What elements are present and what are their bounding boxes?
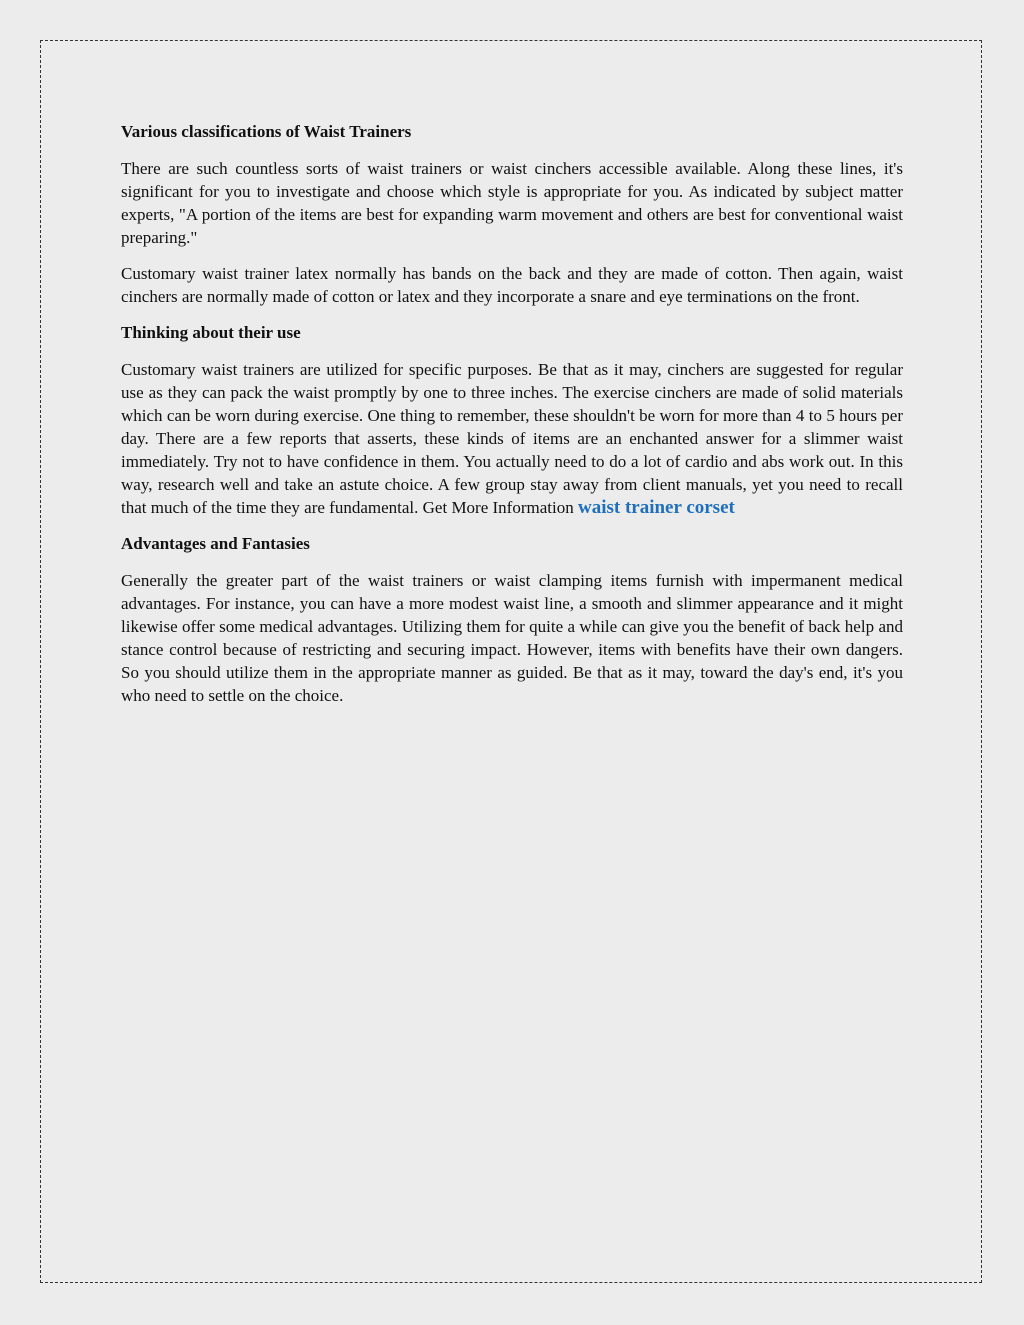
section-heading-classifications: Various classifications of Waist Trainers [121,122,412,141]
paragraph-use [121,358,903,519]
section-heading-advantages: Advantages and Fantasies [121,534,310,553]
paragraph-use-text: Customary waist trainers are utilized for specific purposes. Be that as it may, cinchers are suggested for regular use as they can pack the waist promptly by one to three inches. The exercise cinchers are made of solid materials which can be worn during exercise. One thing to remember, these shouldn't be worn for more than 4 to 5 hours per day. There are a few reports that asserts, these kinds of items are an enchanted answer for a slimmer waist immediately. Try not to have confidence in them. You actually need to do a lot of cardio and abs work out. In this way, research well and take an astute choice. A few group stay away from client manuals, yet you need to recall that much of the time they are fundamental. Get More Information [121,360,903,517]
paragraph-classifications-2: Customary waist trainer latex normally has bands on the back and they are made of cotton. Then again, waist cinchers are normally made of cotton or latex and they incorporate a snare and eye terminations on the front. [121,264,903,306]
document-body [121,120,903,720]
waist-trainer-corset-link[interactable]: waist trainer corset [577,497,735,518]
section-heading-use: Thinking about their use [121,323,301,342]
paragraph-advantages: Generally the greater part of the waist trainers or waist clamping items furnish with impermanent medical advantages. For instance, you can have a more modest waist line, a smooth and slimmer appearance and it might likewise offer some medical advantages. Utilizing them for quite a while can give you the benefit of back help and stance control because of restricting and securing impact. However, items with benefits have their own dangers. So you should utilize them in the appropriate manner as guided. Be that as it may, toward the day's end, it's you who need to settle on the choice. [121,571,903,705]
paragraph-classifications-1: There are such countless sorts of waist trainers or waist cinchers accessible available. Along these lines, it's significant for you to investigate and choose which style is appropriate for you. As indicated by subject matter experts, "A portion of the items are best for expanding warm movement and others are best for conventional waist preparing." [121,159,903,247]
